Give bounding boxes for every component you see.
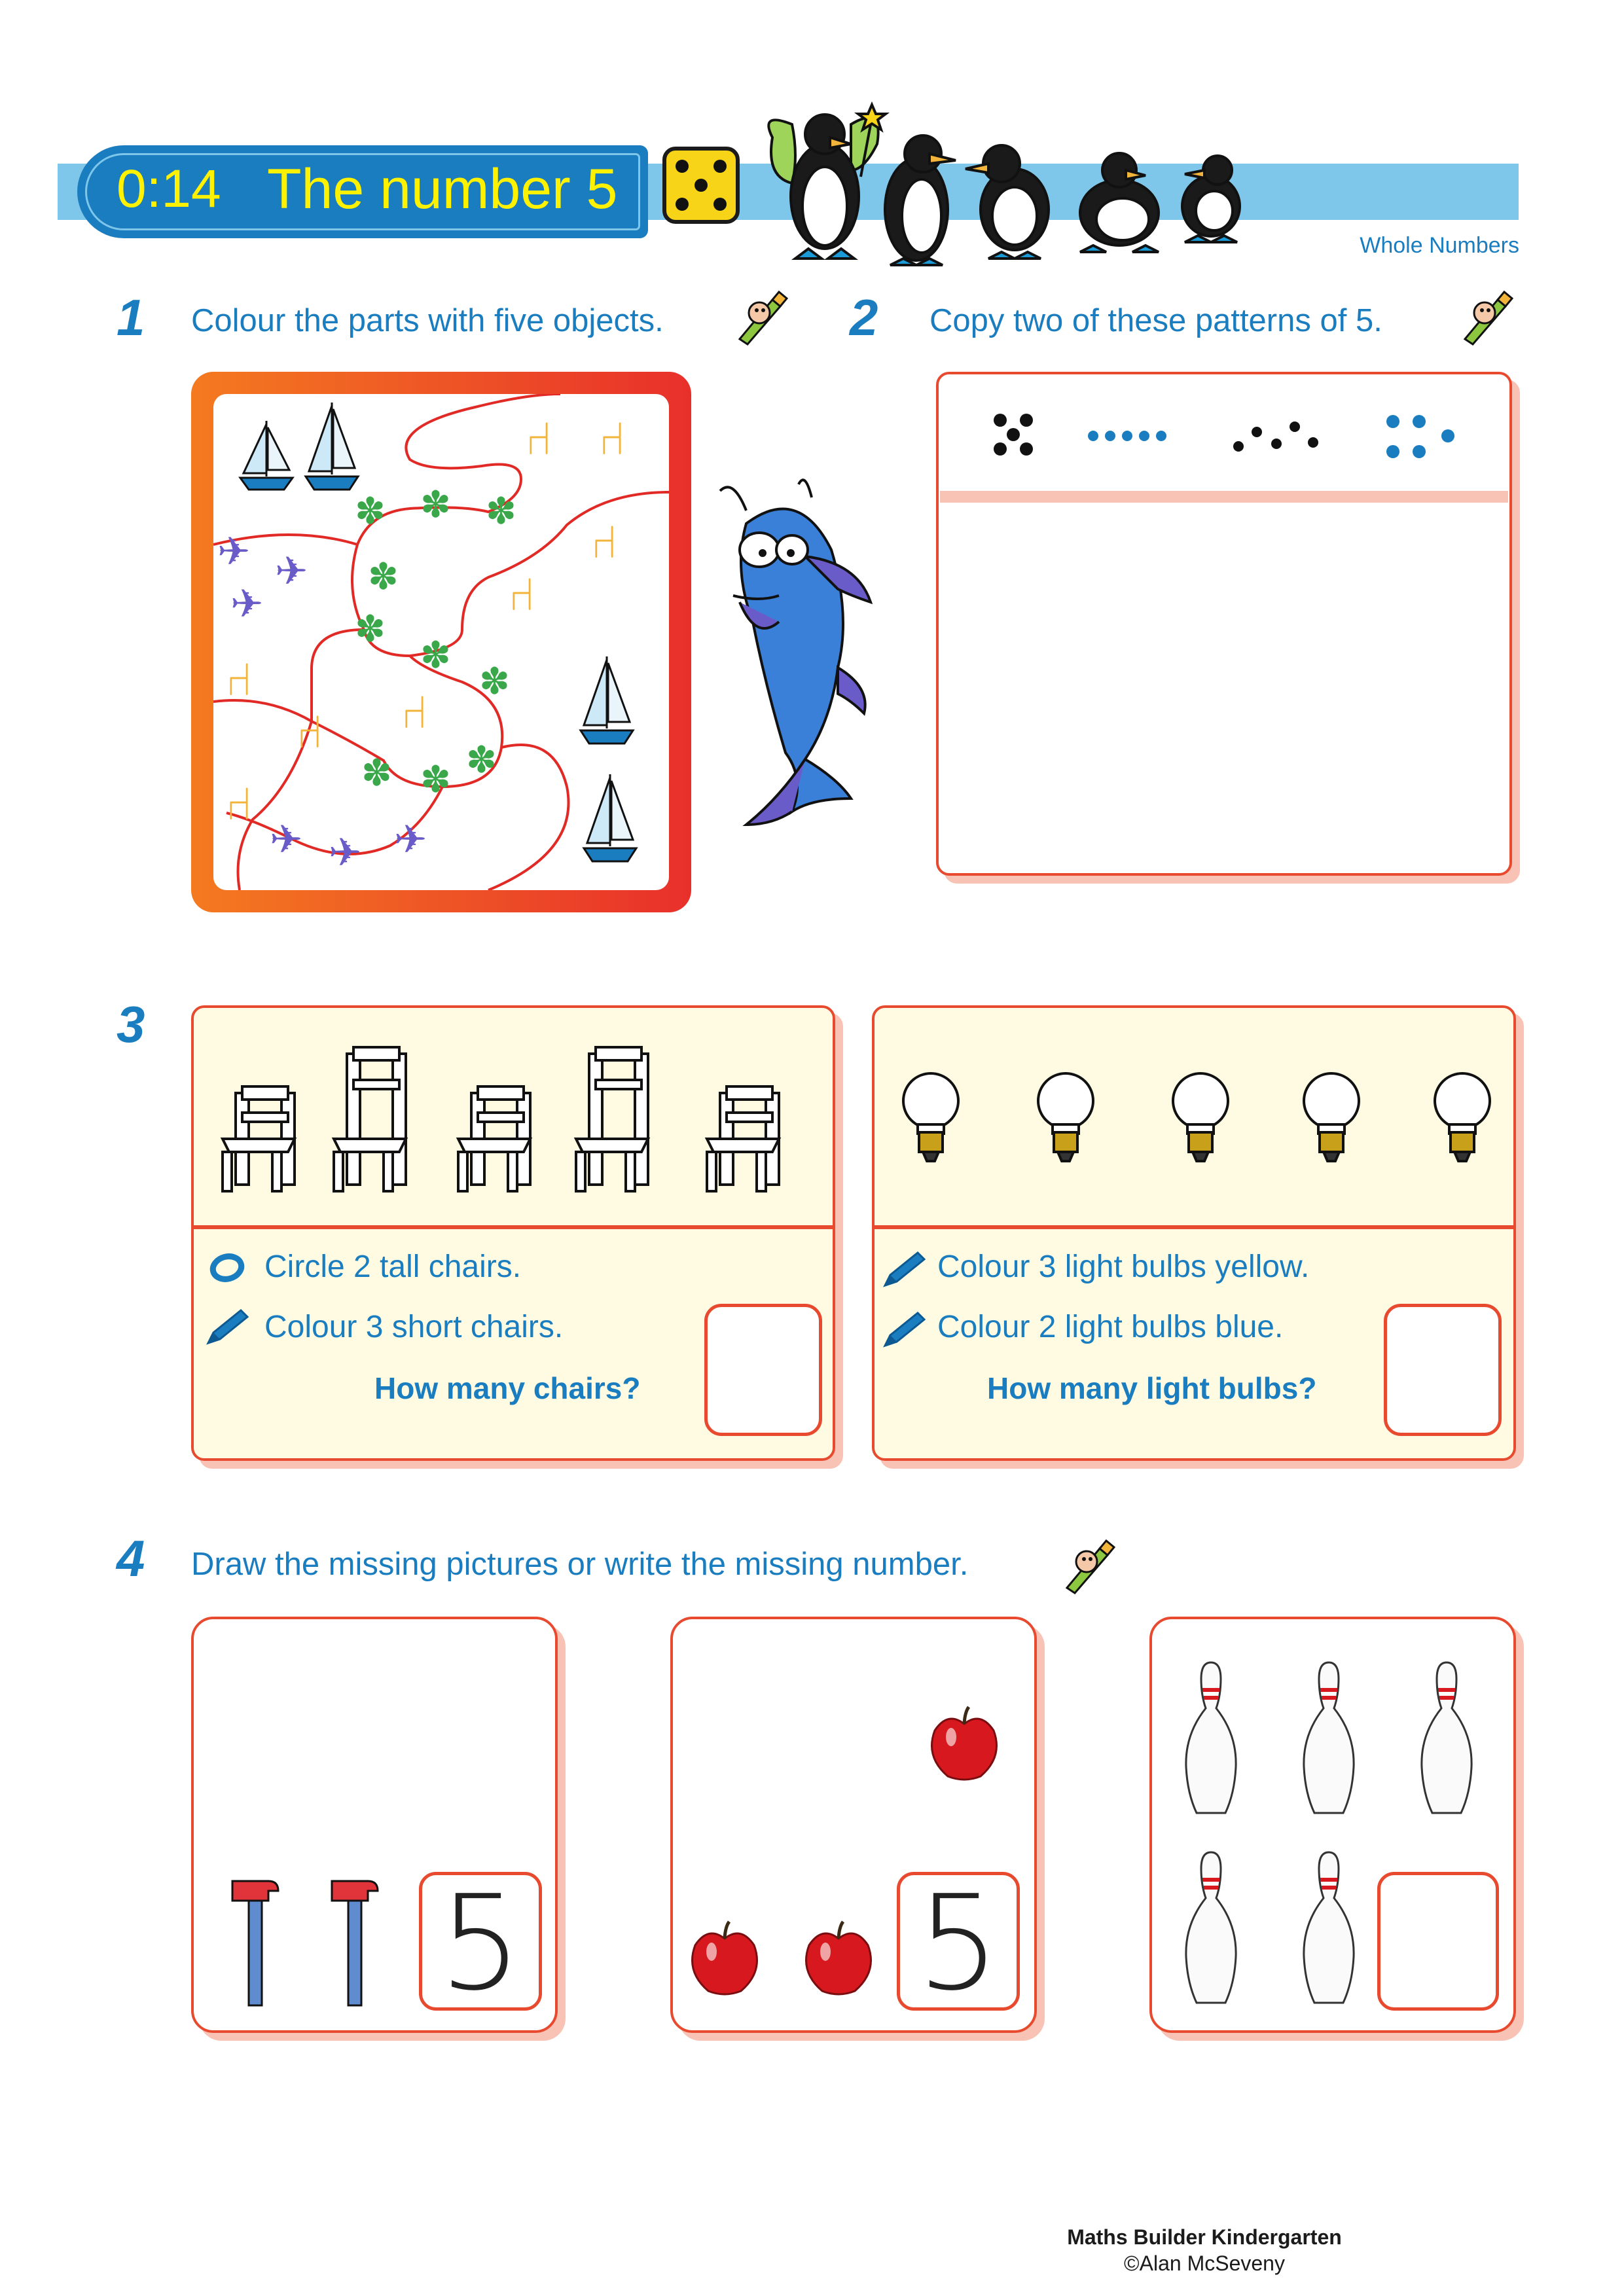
task-colour-bulbs-yellow: Colour 3 light bulbs yellow. xyxy=(937,1249,1310,1284)
task-colour-short-chairs: Colour 3 short chairs. xyxy=(264,1310,564,1344)
plane-icon: ✈ xyxy=(275,549,308,593)
chair-icon: ⑁ xyxy=(525,413,552,464)
doll-icon: ✽ xyxy=(368,556,399,597)
chair-icon: ⑁ xyxy=(296,706,323,757)
chairs-row xyxy=(216,1041,805,1198)
answer-box-bulbs[interactable] xyxy=(1384,1304,1502,1436)
answer-box-chairs[interactable] xyxy=(704,1304,822,1436)
apple-icon xyxy=(803,1919,875,1998)
colouring-puzzle[interactable] xyxy=(191,372,691,912)
fish-illustration xyxy=(707,471,877,838)
chair-icon: ⑁ xyxy=(598,413,626,464)
crayon-icon xyxy=(881,1249,928,1288)
boat-icon xyxy=(577,771,643,869)
chair-icon: ⑁ xyxy=(225,654,253,705)
chair-icon: ⑁ xyxy=(590,516,618,567)
dot-patterns xyxy=(982,406,1479,471)
die-five-icon xyxy=(662,147,740,224)
question-number-4: 4 xyxy=(117,1530,145,1587)
doll-icon: ✽ xyxy=(466,739,497,780)
light-bulbs-row xyxy=(897,1067,1499,1185)
number-box-1: 5 xyxy=(419,1872,542,2011)
lesson-number: 0:14 xyxy=(117,159,221,219)
apple-icon xyxy=(928,1704,1000,1783)
doll-icon: ✽ xyxy=(486,490,516,531)
task-circle-tall-chairs: Circle 2 tall chairs. xyxy=(264,1249,522,1284)
footer-author: ©Alan McSeveny xyxy=(1124,2251,1285,2275)
doll-icon: ✽ xyxy=(420,634,451,675)
task-colour-bulbs-blue: Colour 2 light bulbs blue. xyxy=(937,1310,1284,1344)
doll-icon: ✽ xyxy=(420,759,451,800)
doll-icon: ✽ xyxy=(361,752,392,793)
doll-icon: ✽ xyxy=(479,660,510,702)
boat-icon xyxy=(237,418,296,496)
chair-icon: ⑁ xyxy=(508,569,535,620)
question-number-3: 3 xyxy=(117,996,145,1053)
divider xyxy=(194,1225,833,1229)
chair-icon: ⑁ xyxy=(401,687,428,738)
circle-icon xyxy=(208,1251,246,1284)
plane-icon: ✈ xyxy=(230,582,264,626)
footer-book-title: Maths Builder Kindergarten xyxy=(1067,2225,1342,2249)
hammer-icon xyxy=(229,1874,281,2012)
how-many-light-bulbs: How many light bulbs? xyxy=(987,1371,1317,1405)
worm-pencil-icon xyxy=(733,287,792,346)
hammer-icon xyxy=(329,1874,381,2012)
question-2-text: Copy two of these patterns of 5. xyxy=(929,303,1382,338)
penguins-illustration xyxy=(753,98,1276,268)
doll-icon: ✽ xyxy=(355,490,386,531)
plane-icon: ✈ xyxy=(394,817,427,861)
question-number-2: 2 xyxy=(850,289,878,346)
divider xyxy=(940,491,1508,503)
boat-icon xyxy=(577,653,636,751)
strand-label: Whole Numbers xyxy=(1360,233,1519,258)
divider xyxy=(875,1225,1513,1229)
plane-icon: ✈ xyxy=(329,831,362,874)
worm-pencil-icon xyxy=(1458,287,1517,346)
doll-icon: ✽ xyxy=(420,484,451,525)
number-box-2: 5 xyxy=(897,1872,1020,2011)
question-4-text: Draw the missing pictures or write the missing number. xyxy=(191,1547,969,1582)
question-1-text: Colour the parts with five objects. xyxy=(191,303,664,338)
crayon-icon xyxy=(881,1309,928,1348)
doll-icon: ✽ xyxy=(355,608,386,649)
crayon-icon xyxy=(204,1306,251,1346)
plane-icon: ✈ xyxy=(217,529,251,573)
plane-icon: ✈ xyxy=(270,817,303,861)
boat-icon xyxy=(302,399,361,497)
worm-pencil-icon xyxy=(1060,1535,1119,1594)
chair-icon: ⑁ xyxy=(225,778,253,829)
how-many-chairs: How many chairs? xyxy=(374,1371,641,1405)
page-title: The number 5 xyxy=(267,158,618,221)
question-number-1: 1 xyxy=(117,289,145,346)
apple-icon xyxy=(689,1919,761,1998)
answer-box-pins[interactable] xyxy=(1377,1872,1499,2011)
